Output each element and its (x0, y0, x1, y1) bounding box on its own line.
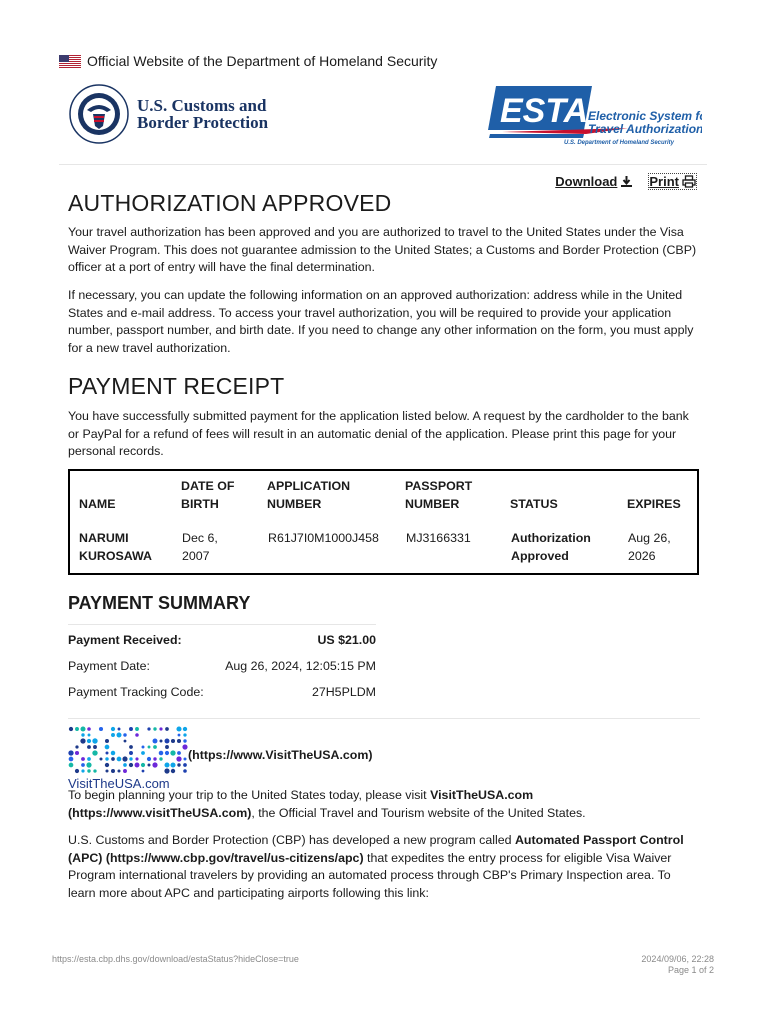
logo-dot (183, 757, 186, 760)
logo-dot (183, 727, 187, 731)
logo-dot (117, 757, 122, 762)
logo-dot (87, 769, 90, 772)
logo-dot (92, 738, 97, 743)
visit-paragraph: To begin planning your trip to the United States today, please visit VisitTheUSA.com (https://www.visitTheUSA.com), the Official Travel and Tourism website of the United States. (68, 788, 586, 820)
logo-dot (177, 751, 181, 755)
dhs-seal-icon (69, 84, 129, 144)
col-name: NAME (79, 496, 116, 511)
logo-dot (105, 757, 108, 760)
receipt-title: PAYMENT RECEIPT (68, 373, 285, 399)
tracking-value: 27H5PLDM (311, 685, 376, 699)
logo-dot (170, 762, 175, 767)
cell-name: NARUMI KUROSAWA (79, 531, 152, 563)
logo-dot (153, 739, 158, 744)
visit-the-usa-logo[interactable] (68, 726, 188, 774)
logo-dot (105, 739, 109, 743)
cell-passport-number: MJ3166331 (406, 531, 471, 545)
logo-dot (183, 763, 187, 767)
logo-dot (93, 745, 97, 749)
authorization-title: AUTHORIZATION APPROVED (68, 190, 392, 216)
col-dob: DATE OF BIRTH (181, 479, 235, 511)
cell-application-number: R61J7I0M1000J458 (268, 531, 379, 545)
logo-dot (147, 757, 151, 761)
footer-url: https://esta.cbp.dhs.gov/download/estaStatus?hideClose=true (52, 954, 299, 964)
logo-dot (87, 727, 91, 731)
table-row (70, 513, 697, 566)
logo-dot (147, 763, 150, 766)
table-header-row (70, 471, 697, 513)
logo-dot (164, 768, 169, 773)
logo-dot (117, 769, 120, 772)
col-expires: EXPIRES (627, 496, 681, 511)
logo-dot (106, 752, 109, 755)
esta-line2: Travel Authorization (588, 122, 702, 136)
logo-dot (165, 739, 170, 744)
logo-dot (165, 727, 169, 731)
logo-dot (129, 727, 133, 731)
logo-dot (182, 744, 187, 749)
logo-dot (81, 763, 85, 767)
footer-meta (641, 954, 714, 976)
cbp-name (137, 97, 268, 131)
logo-dot (177, 739, 181, 743)
logo-dot (171, 739, 175, 743)
cell-status: Authorization Approved (511, 531, 591, 563)
logo-dot (141, 751, 145, 755)
logo-dot (153, 727, 156, 730)
col-application-number: APPLICATION NUMBER (267, 479, 351, 511)
logo-dot (75, 751, 79, 755)
logo-dot (183, 739, 186, 742)
download-icon (620, 175, 633, 188)
cell-dob: Dec 6, 2007 (182, 531, 218, 563)
logo-dot (69, 727, 73, 731)
logo-dot (164, 762, 169, 767)
esta-logo-graphic (488, 84, 702, 148)
logo-dot (148, 746, 151, 749)
header-divider (59, 164, 707, 165)
logo-dot (135, 763, 140, 768)
logo-dot (75, 727, 79, 731)
cbp-logo[interactable] (69, 84, 268, 144)
logo-dot (141, 763, 145, 767)
download-button[interactable] (555, 174, 633, 189)
visit-the-usa-block (68, 726, 373, 791)
footer-page-number: Page 1 of 2 (667, 965, 714, 975)
logo-dot (92, 750, 97, 755)
logo-dot (105, 745, 110, 750)
summary-row-received (68, 624, 376, 653)
logo-dot (81, 733, 84, 736)
authorization-paragraph-2: If necessary, you can update the following information on an approved authorization: address while in the United States and e-mail address. To access your travel authorization, you will be required to provide your application number, passport number, and birth date. If you need to change any other information on the form, you must apply for a new travel authorization. (68, 288, 694, 355)
logo-dot (178, 734, 181, 737)
logo-dot (75, 745, 78, 748)
logo-dot (177, 763, 180, 766)
logo-dot (93, 769, 96, 772)
logo-dot (87, 757, 91, 761)
logo-dot (129, 745, 133, 749)
logo-dot (111, 733, 115, 737)
logo-dot (153, 745, 157, 749)
logo-dot (88, 734, 91, 737)
logo-dot (122, 756, 127, 761)
banner-text: Official Website of the Department of Homeland Security (87, 53, 438, 69)
visit-the-usa-caption: VisitTheUSA.com (68, 776, 170, 791)
logo-dot (176, 756, 181, 761)
logo-dot (111, 727, 115, 731)
logo-dot (69, 763, 74, 768)
logo-dot (170, 750, 175, 755)
print-label: Print (649, 174, 679, 189)
logo-dot (159, 757, 162, 760)
date-label: Payment Date: (68, 659, 150, 673)
logo-dot (147, 727, 150, 730)
logo-dot (159, 727, 162, 730)
summary-row-date (68, 653, 376, 679)
logo-dot (123, 763, 127, 767)
section-divider (68, 718, 700, 719)
logo-dot (123, 769, 127, 773)
logo-dot (129, 763, 133, 767)
received-label: Payment Received: (68, 633, 182, 647)
logo-dot (183, 733, 186, 736)
download-label: Download (555, 174, 618, 189)
logo-dot (135, 733, 139, 737)
page-actions (555, 174, 696, 189)
logo-dot (142, 770, 145, 773)
footer-datetime: 2024/09/06, 22:28 (641, 954, 714, 964)
print-button[interactable] (649, 174, 696, 189)
logo-dot (68, 750, 73, 755)
visit-the-usa-link[interactable]: (https://www.VisitTheUSA.com) (188, 748, 373, 762)
logo-dot (81, 757, 85, 761)
official-banner (59, 52, 437, 70)
summary-title: PAYMENT SUMMARY (68, 593, 251, 613)
esta-mark: ESTA (500, 92, 589, 130)
logo-dot (80, 726, 85, 731)
logo-dot (124, 740, 127, 743)
logo-dot (171, 769, 175, 773)
cell-expires: Aug 26, 2026 (628, 531, 671, 563)
tracking-label: Payment Tracking Code: (68, 685, 204, 699)
logo-dot (80, 738, 85, 743)
logo-dot (118, 728, 121, 731)
apc-paragraph: U.S. Customs and Border Protection (CBP) has developed a new program called Automated Passport Control (APC) (https://www.cbp.gov/travel/us-citizens/apc) that expedites the entry process for eligible Visa Waiver Program international travelers by providing an automated process through CBP's Primary Inspection area. To learn more about APC and participating airports following this link: (68, 833, 684, 900)
esta-logo[interactable] (488, 84, 702, 148)
logo-dot (111, 751, 115, 755)
logo-dot (123, 733, 126, 736)
logo-dot (99, 757, 102, 760)
received-value: US $21.00 (317, 633, 376, 647)
logo-dot (165, 751, 169, 755)
visit-the-usa-inline-link[interactable]: VisitTheUSA.com (https://www.visitTheUSA.com) (68, 788, 534, 820)
col-passport-number: PASSPORT NUMBER (405, 479, 473, 511)
logo-dot (111, 757, 115, 761)
logo-dot (87, 745, 91, 749)
payment-summary (68, 624, 376, 705)
us-flag-icon (59, 55, 81, 68)
logo-dot (75, 769, 79, 773)
logo-dot (183, 769, 187, 773)
col-status: STATUS (510, 496, 558, 511)
logo-dot (165, 745, 169, 749)
logo-dot (159, 751, 164, 756)
receipt-paragraph: You have successfully submitted payment for the application listed below. A request by the cardholder to the bank or PayPal for a refund of fees will result in an automatic denial of the application. Please print this page for your personal records. (68, 409, 689, 458)
esta-line3: U.S. Department of Homeland Security (564, 140, 675, 146)
cbp-name-line1: U.S. Customs and (137, 96, 267, 115)
authorization-paragraph-1: Your travel authorization has been approved and you are authorized to travel to the United States under the Visa Waiver Program. This does not guarantee admission to the United States; a Customs and Border Protection (CBP) officer at a port of entry will have the final determination. (68, 225, 697, 274)
logo-dot (159, 739, 162, 742)
summary-row-tracking (68, 679, 376, 705)
logo-dot (87, 739, 91, 743)
logo-dot (176, 726, 181, 731)
logo-dot (152, 762, 157, 767)
apc-link[interactable]: Automated Passport Control (APC) (https://www.cbp.gov/travel/us-citizens/apc) (68, 833, 684, 865)
logo-dot (117, 733, 122, 738)
printer-icon (682, 175, 696, 188)
logo-dot (105, 769, 108, 772)
logo-dot (81, 769, 84, 772)
logo-dot (99, 727, 103, 731)
application-table (68, 469, 699, 575)
logo-dot (86, 762, 91, 767)
logo-dot (69, 757, 74, 762)
logo-dot (111, 769, 115, 773)
logo-dot (153, 757, 156, 760)
logo-dot (135, 757, 138, 760)
logo-dot (129, 757, 132, 760)
logo-dot (129, 751, 133, 755)
logo-dot (105, 763, 109, 767)
logo-dot (135, 727, 139, 731)
cbp-name-line2: Border Protection (137, 113, 269, 132)
logo-dot (142, 746, 145, 749)
date-value: Aug 26, 2024, 12:05:15 PM (225, 659, 376, 673)
esta-line1: Electronic System for (588, 109, 702, 123)
